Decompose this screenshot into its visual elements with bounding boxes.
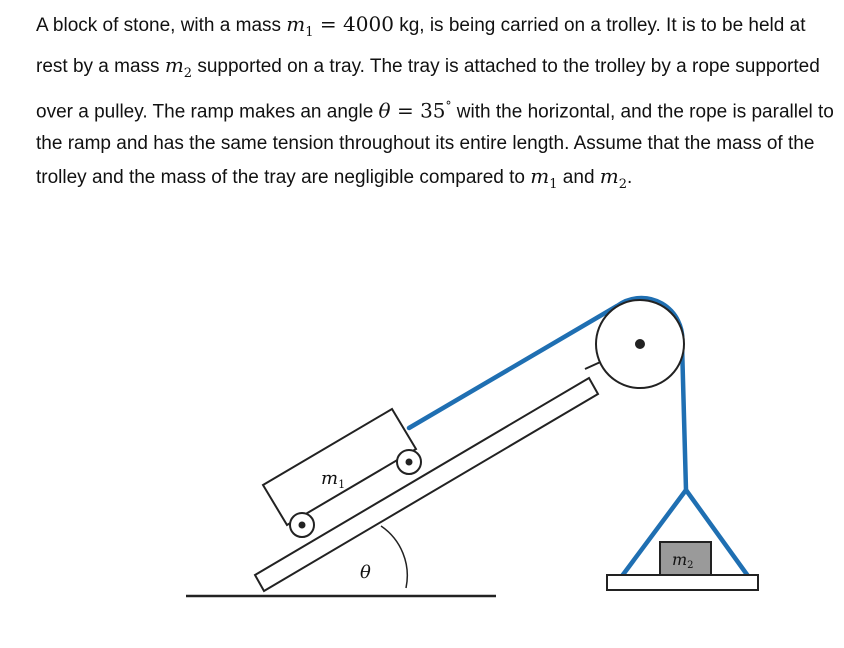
m2-symbol: $m_2$ [164,53,193,81]
trolley-wheel-rear-hub [299,522,306,529]
problem-text-4: with the horizontal, and the rope is parallel to the ramp and has the same tension throughout its entire length. Assume that the mass of the trolley and the mass of the tray are negligible compared to [36,101,834,189]
pulley-axle [635,339,645,349]
m1-label: $m_1$ [321,468,346,491]
problem-text-1: A block of stone, with a mass [36,15,287,36]
problem-text-2: kg, is being carried on a trolley. It is to be held at rest by a mass [36,15,806,77]
problem-text-3: supported on a tray. The tray is attached to the trolley by a rope supported over a pulley. The ramp makes an angle [36,56,820,123]
and-text: and [557,167,600,189]
degree-symbol: ° [445,99,452,113]
theta-symbol: θ [378,98,391,123]
tray [607,575,758,590]
theta-label: θ [360,562,371,583]
angle-value: 35 [420,98,446,123]
m2-symbol-2: $m_2$ [599,164,628,193]
equals-sign: = [313,12,344,36]
angle-arc [381,526,407,588]
trolley-wheel-front-hub [406,459,413,466]
equals-sign-2: = [390,98,421,123]
mass-value: 4000 [343,12,394,36]
m1-symbol-2: $m_1$ [530,164,558,193]
end-period: . [627,167,633,189]
m1-symbol: $m_1$ [286,12,314,40]
m2-label: m2 [672,550,694,571]
